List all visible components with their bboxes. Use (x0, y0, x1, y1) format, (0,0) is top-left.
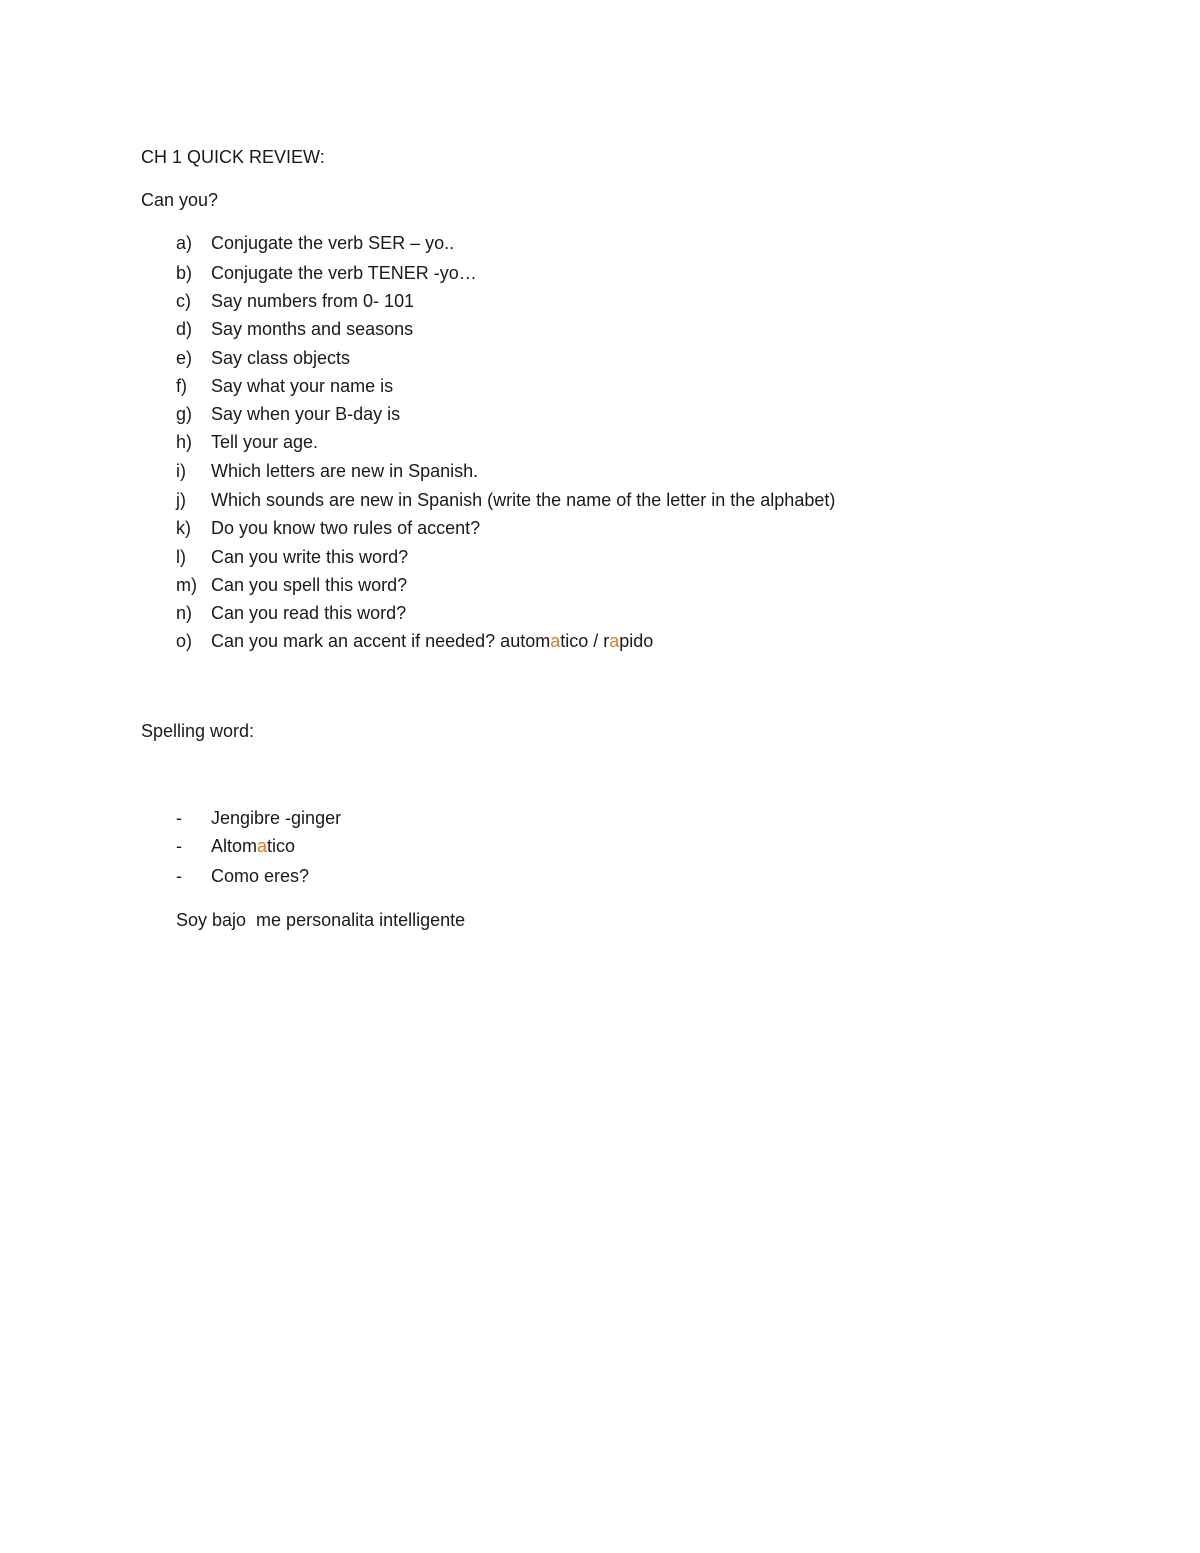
closing-sentence: Soy bajo me personalita intelligente (176, 910, 466, 930)
list-marker: - (176, 808, 182, 828)
spelling-heading: Spelling word: (141, 721, 255, 741)
list-item-text: Can you read this word? (211, 603, 407, 623)
accent-letter: a (257, 836, 268, 856)
intro-question: Can you? (141, 190, 219, 210)
list-marker: j) (176, 490, 186, 510)
list-item-text: Which letters are new in Spanish. (211, 461, 479, 481)
text-segment: tico / r (560, 631, 610, 651)
accent-letter: a (550, 631, 561, 651)
list-marker: o) (176, 631, 193, 651)
list-item-text: Conjugate the verb TENER -yo… (211, 263, 477, 283)
list-item-text: Say months and seasons (211, 319, 414, 339)
list-marker: - (176, 836, 182, 856)
list-item-text: Say what your name is (211, 376, 394, 396)
list-item-text: Tell your age. (211, 432, 319, 452)
list-marker: c) (176, 291, 191, 311)
list-marker: i) (176, 461, 186, 481)
list-marker: f) (176, 376, 187, 396)
document-title: CH 1 QUICK REVIEW: (141, 147, 325, 167)
list-item-text (211, 630, 653, 652)
list-item-text: Do you know two rules of accent? (211, 518, 481, 538)
list-item-text: Say numbers from 0- 101 (211, 291, 415, 311)
text-segment: tico (267, 836, 296, 856)
list-item-text: Conjugate the verb SER – yo.. (211, 233, 455, 253)
list-marker: e) (176, 348, 193, 368)
list-marker: a) (176, 233, 193, 253)
list-marker: b) (176, 263, 193, 283)
list-marker: n) (176, 603, 193, 623)
list-marker: d) (176, 319, 193, 339)
list-item-text: Say when your B-day is (211, 404, 401, 424)
list-marker: l) (176, 547, 186, 567)
accent-letter: a (609, 631, 620, 651)
list-item-text: Como eres? (211, 866, 310, 886)
list-item-text: Can you spell this word? (211, 575, 408, 595)
text-segment: pido (619, 631, 654, 651)
list-item-text: Say class objects (211, 348, 351, 368)
text-segment: Altom (211, 836, 258, 856)
list-marker: g) (176, 404, 193, 424)
text-segment: Can you mark an accent if needed? autom (211, 631, 551, 651)
list-item-text (211, 835, 295, 857)
list-item-text: Which sounds are new in Spanish (write the name of the letter in the alphabet) (211, 490, 836, 510)
list-marker: m) (176, 575, 197, 595)
list-marker: - (176, 866, 182, 886)
list-marker: k) (176, 518, 191, 538)
list-item-text: Jengibre -ginger (211, 808, 342, 828)
list-marker: h) (176, 432, 193, 452)
list-item-text: Can you write this word? (211, 547, 409, 567)
